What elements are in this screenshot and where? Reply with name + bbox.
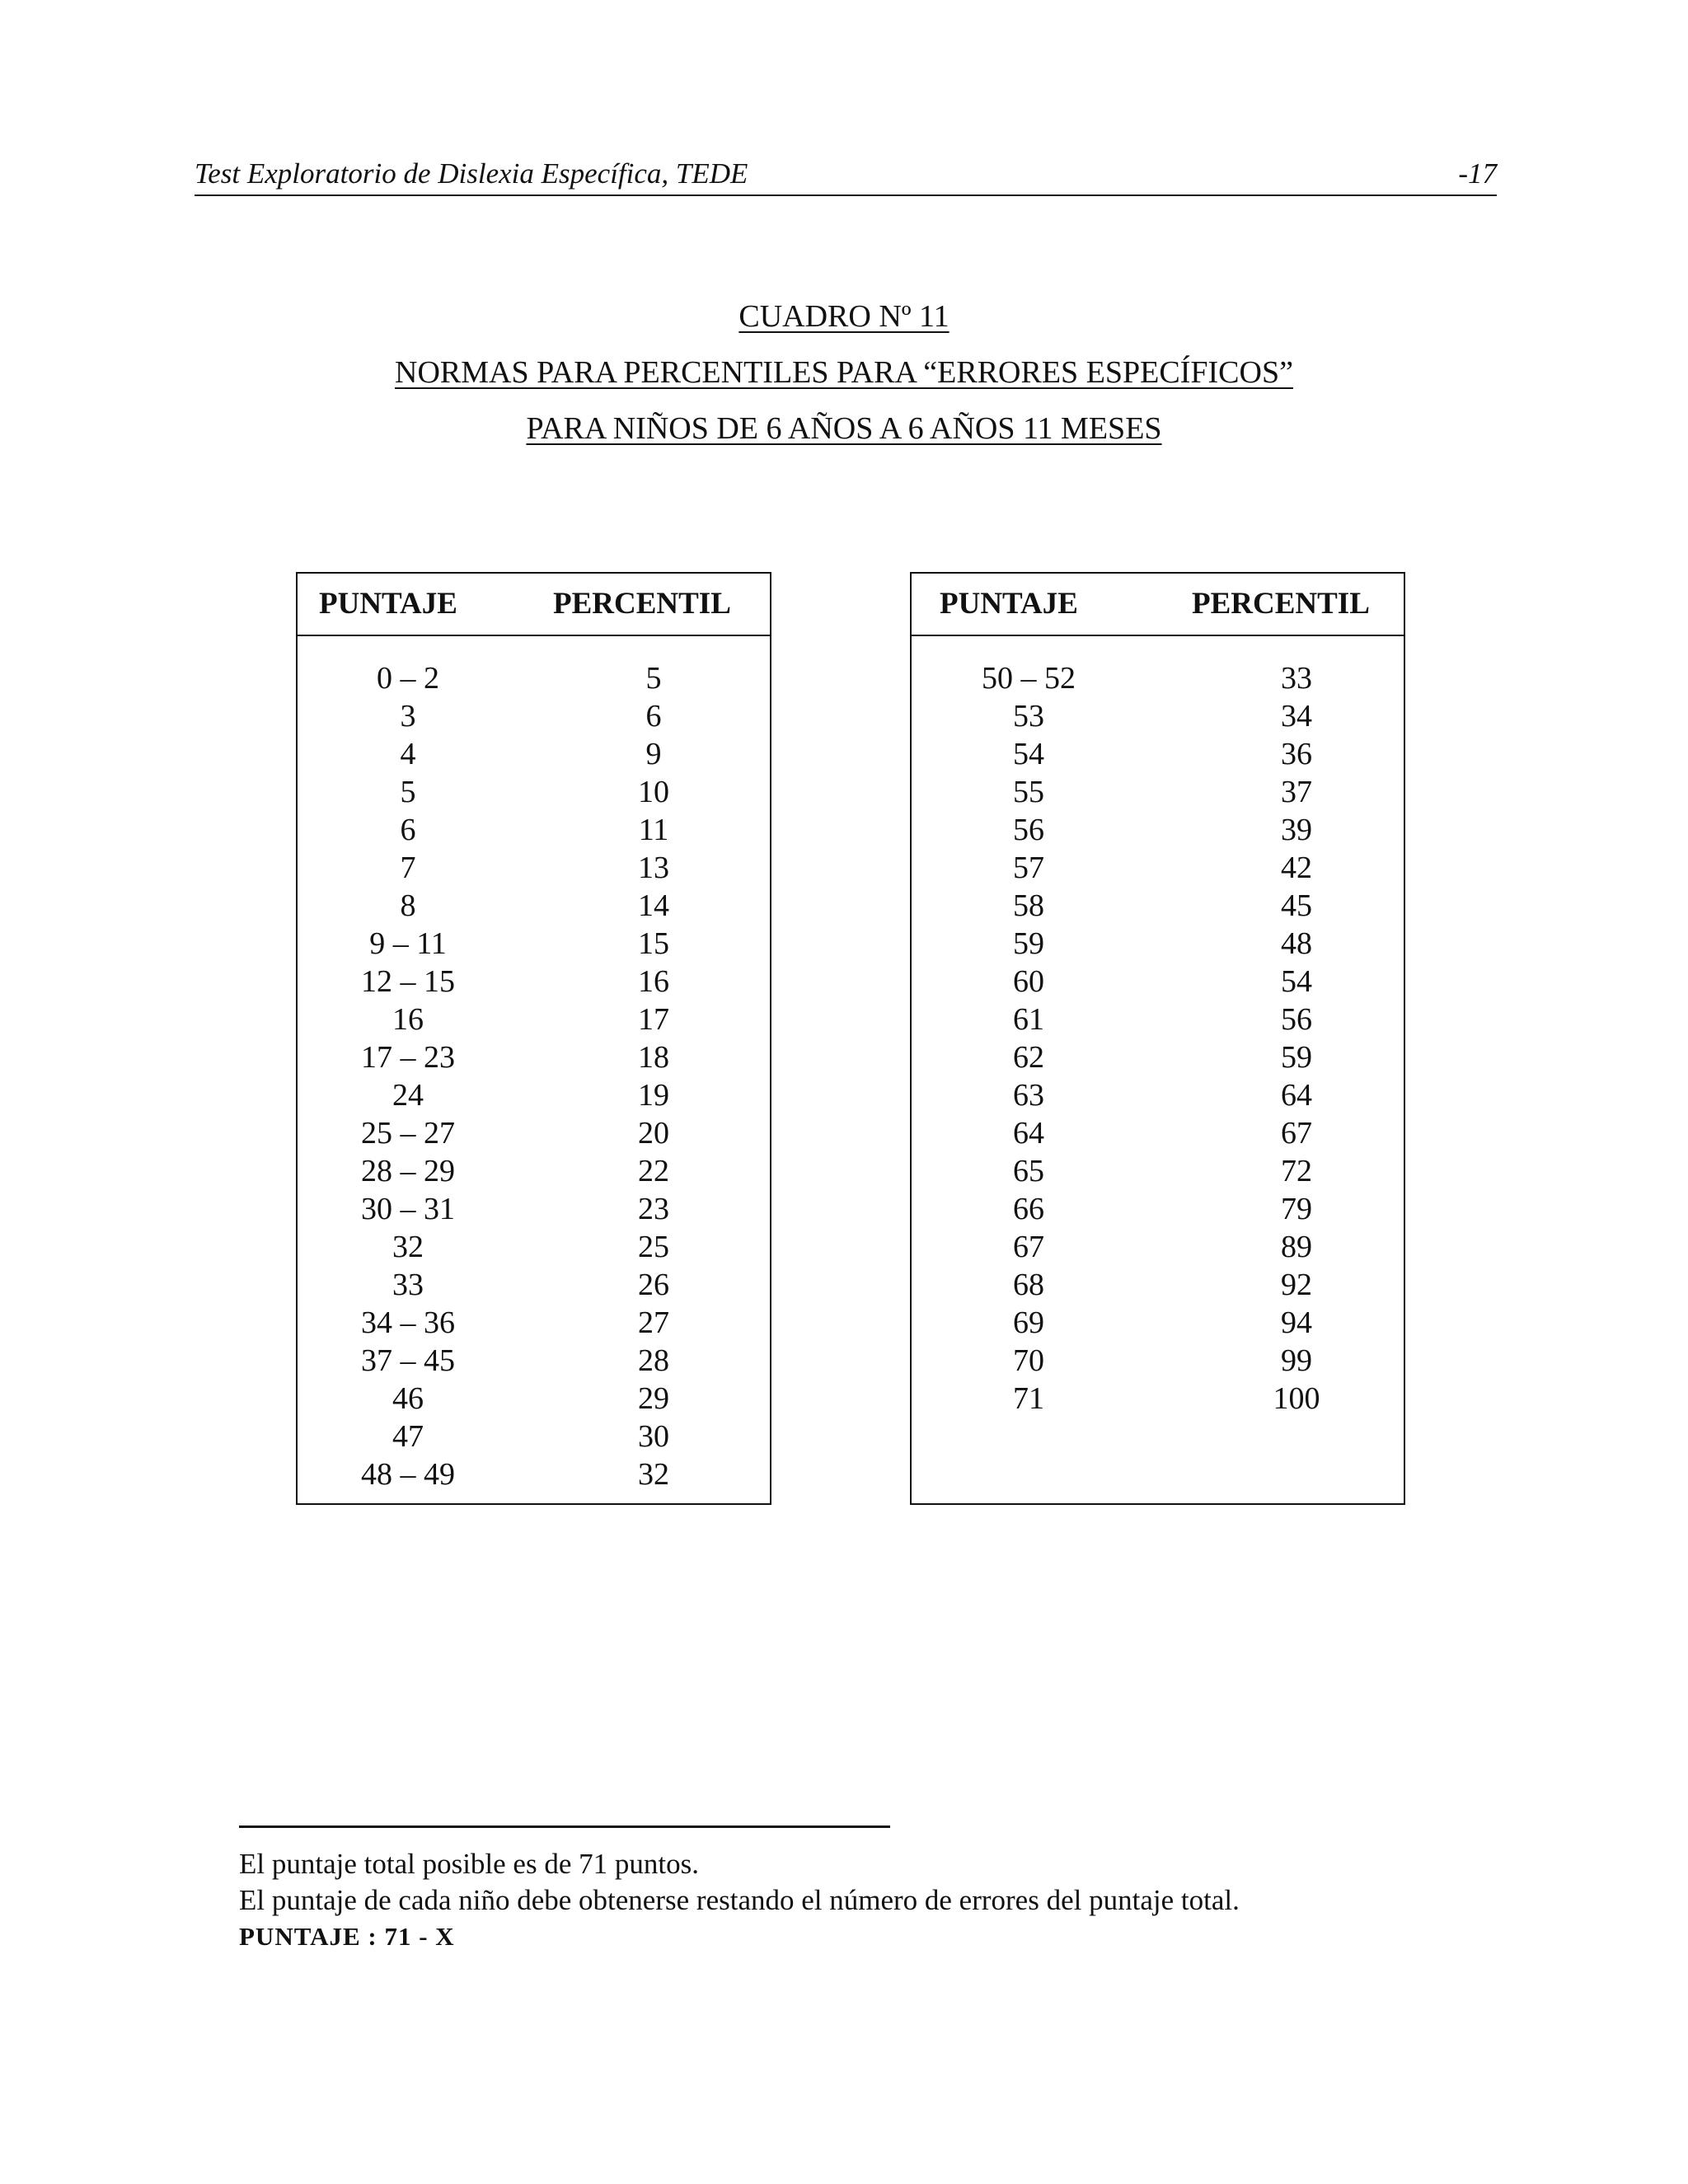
table-row [912,1001,1404,1038]
percentil-cell: 10 [638,775,669,809]
puntaje-cell: 68 [1013,1268,1044,1302]
table-row [298,1001,770,1038]
puntaje-cell: 3 [400,699,416,733]
percentile-table-left [296,572,771,1505]
percentil-cell: 5 [645,661,662,696]
puntaje-cell: 8 [400,888,416,923]
puntaje-cell: 66 [1013,1192,1044,1226]
puntaje-cell: 50 – 52 [982,661,1076,696]
percentil-cell: 11 [638,813,669,847]
table-body [912,636,1404,1418]
table-row [298,1304,770,1342]
percentil-cell: 16 [638,964,669,999]
percentil-cell: 23 [638,1192,669,1226]
table-row [298,1190,770,1228]
puntaje-cell: 61 [1013,1002,1044,1037]
puntaje-cell: 0 – 2 [377,661,439,696]
table-row [912,963,1404,1001]
puntaje-cell: 7 [400,851,416,885]
footnote-formula: PUNTAJE : 71 - X [239,1922,455,1951]
table-row [298,659,770,697]
puntaje-cell: 55 [1013,775,1044,809]
table-row [912,773,1404,811]
page-number: -17 [1458,157,1497,190]
percentil-cell: 100 [1273,1381,1320,1416]
percentil-cell: 18 [638,1040,669,1075]
table-age-range-title: PARA NIÑOS DE 6 AÑOS A 6 AÑOS 11 MESES [526,411,1162,446]
percentil-cell: 28 [638,1343,669,1378]
table-row [912,1304,1404,1342]
percentil-cell: 15 [638,926,669,961]
table-row [912,1076,1404,1114]
table-row [298,887,770,925]
puntaje-cell: 56 [1013,813,1044,847]
percentil-cell: 54 [1281,964,1312,999]
puntaje-cell: 71 [1013,1381,1044,1416]
table-row [912,1266,1404,1304]
table-row [298,1266,770,1304]
percentile-table-right [910,572,1405,1505]
percentil-cell: 56 [1281,1002,1312,1037]
puntaje-cell: 54 [1013,737,1044,771]
table-row [298,1228,770,1266]
puntaje-cell: 46 [392,1381,424,1416]
puntaje-cell: 65 [1013,1154,1044,1188]
column-header-percentil: PERCENTIL [1192,587,1370,621]
percentil-cell: 72 [1281,1154,1312,1188]
table-row [298,1418,770,1455]
table-row [912,925,1404,963]
puntaje-cell: 6 [400,813,416,847]
percentil-cell: 19 [638,1078,669,1113]
puntaje-cell: 24 [392,1078,424,1113]
percentil-cell: 9 [645,737,662,771]
puntaje-cell: 59 [1013,926,1044,961]
table-header-row [912,574,1404,636]
table-row [912,1342,1404,1380]
percentil-cell: 79 [1281,1192,1312,1226]
puntaje-cell: 64 [1013,1116,1044,1151]
percentil-cell: 36 [1281,737,1312,771]
percentil-cell: 32 [638,1457,669,1492]
table-row [298,735,770,773]
percentil-cell: 99 [1281,1343,1312,1378]
puntaje-cell: 63 [1013,1078,1044,1113]
puntaje-cell: 5 [400,775,416,809]
table-row [298,1380,770,1418]
percentil-cell: 17 [638,1002,669,1037]
table-row [298,811,770,849]
puntaje-cell: 57 [1013,851,1044,885]
puntaje-cell: 25 – 27 [361,1116,455,1151]
table-row [298,697,770,735]
percentil-cell: 25 [638,1230,669,1264]
table-row [298,1455,770,1493]
table-row [298,849,770,887]
table-body [298,636,770,1493]
percentil-cell: 26 [638,1268,669,1302]
puntaje-cell: 58 [1013,888,1044,923]
table-row [912,1228,1404,1266]
puntaje-cell: 62 [1013,1040,1044,1075]
percentil-cell: 6 [645,699,662,733]
table-row [912,1114,1404,1152]
percentil-cell: 45 [1281,888,1312,923]
table-row [912,811,1404,849]
percentil-cell: 27 [638,1305,669,1340]
puntaje-cell: 47 [392,1419,424,1454]
table-row [298,925,770,963]
table-row [912,697,1404,735]
footnote-total-score: El puntaje total posible es de 71 puntos. [239,1848,699,1880]
table-row [912,735,1404,773]
column-header-puntaje: PUNTAJE [319,587,457,621]
percentil-cell: 48 [1281,926,1312,961]
puntaje-cell: 67 [1013,1230,1044,1264]
puntaje-cell: 33 [392,1268,424,1302]
table-header-row [298,574,770,636]
table-row [298,1038,770,1076]
column-header-percentil: PERCENTIL [553,587,731,621]
percentil-cell: 34 [1281,699,1312,733]
table-row [298,1342,770,1380]
running-header [195,153,1497,196]
percentil-cell: 37 [1281,775,1312,809]
column-header-puntaje: PUNTAJE [940,587,1078,621]
puntaje-cell: 17 – 23 [361,1040,455,1075]
puntaje-cell: 16 [392,1002,424,1037]
percentil-cell: 29 [638,1381,669,1416]
percentil-cell: 59 [1281,1040,1312,1075]
table-row [912,1380,1404,1418]
puntaje-cell: 70 [1013,1343,1044,1378]
table-row [912,1152,1404,1190]
percentil-cell: 89 [1281,1230,1312,1264]
percentil-cell: 92 [1281,1268,1312,1302]
table-row [912,1038,1404,1076]
puntaje-cell: 9 – 11 [369,926,447,961]
header-title: Test Exploratorio de Dislexia Específica, TEDE [195,157,748,190]
puntaje-cell: 69 [1013,1305,1044,1340]
table-row [912,659,1404,697]
puntaje-cell: 30 – 31 [361,1192,455,1226]
puntaje-cell: 53 [1013,699,1044,733]
puntaje-cell: 34 – 36 [361,1305,455,1340]
percentil-cell: 20 [638,1116,669,1151]
percentil-cell: 13 [638,851,669,885]
puntaje-cell: 37 – 45 [361,1343,455,1378]
table-row [298,963,770,1001]
percentil-cell: 39 [1281,813,1312,847]
table-row [912,887,1404,925]
puntaje-cell: 4 [400,737,416,771]
table-row [298,1114,770,1152]
puntaje-cell: 28 – 29 [361,1154,455,1188]
percentil-cell: 64 [1281,1078,1312,1113]
table-row [298,1076,770,1114]
footnote-scoring-method: El puntaje de cada niño debe obtenerse restando el número de errores del puntaje total. [239,1884,1240,1916]
percentil-cell: 14 [638,888,669,923]
table-row [298,773,770,811]
table-number-title: CUADRO Nº 11 [738,299,950,334]
puntaje-cell: 32 [392,1230,424,1264]
table-row [298,1152,770,1190]
puntaje-cell: 48 – 49 [361,1457,455,1492]
percentil-cell: 67 [1281,1116,1312,1151]
puntaje-cell: 12 – 15 [361,964,455,999]
footnote-separator [239,1825,890,1828]
table-row [912,1190,1404,1228]
percentil-cell: 22 [638,1154,669,1188]
percentil-cell: 30 [638,1419,669,1454]
puntaje-cell: 60 [1013,964,1044,999]
table-title-block [0,288,1688,457]
percentil-cell: 33 [1281,661,1312,696]
percentil-cell: 94 [1281,1305,1312,1340]
percentil-cell: 42 [1281,851,1312,885]
table-row [912,849,1404,887]
table-subject-title: NORMAS PARA PERCENTILES PARA “ERRORES ESPECÍFICOS” [395,355,1293,390]
